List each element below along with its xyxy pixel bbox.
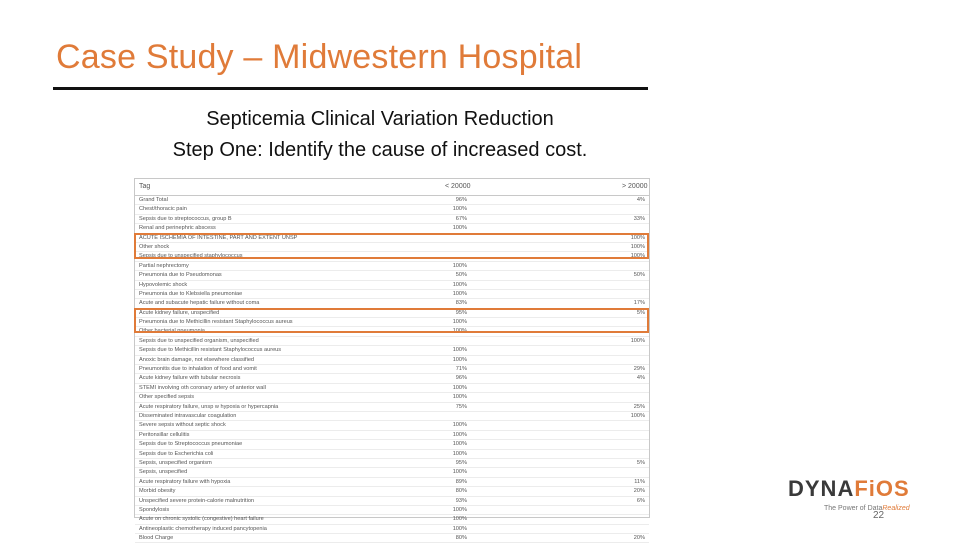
table-cell-b: 50%: [633, 272, 645, 279]
header-col-a: < 20000: [445, 183, 471, 190]
table-cell-tag: Pneumonia due to Methicillin resistant Staphylococcus aureus: [139, 319, 293, 326]
table-row: [135, 384, 649, 393]
table-row: [135, 450, 649, 459]
table-cell-a: 100%: [452, 319, 467, 326]
table-row: [135, 497, 649, 506]
subtitle-line-2: Step One: Identify the cause of increased cost.: [172, 139, 588, 161]
table-cell-tag: Disseminated intravascular coagulation: [139, 412, 237, 419]
table-row: [135, 346, 649, 355]
table-cell-tag: Acute respiratory failure with hypoxia: [139, 478, 231, 485]
table-row: [135, 431, 649, 440]
table-cell-b: 5%: [636, 309, 645, 316]
table-cell-tag: Sepsis, unspecified organism: [139, 459, 212, 466]
table-cell-b: 100%: [630, 243, 645, 250]
table-row: [135, 281, 649, 290]
table-row: [135, 365, 649, 374]
table-cell-a: 100%: [452, 394, 467, 401]
table-cell-a: 100%: [452, 290, 467, 297]
table-row: [135, 525, 649, 534]
table-cell-a: 50%: [455, 272, 467, 279]
table-cell-tag: Pneumonia due to Klebsiella pneumoniae: [139, 290, 243, 297]
table-cell-a: 100%: [452, 450, 467, 457]
table-cell-tag: Pneumonia due to Pseudomonas: [139, 272, 222, 279]
table-cell-b: 100%: [630, 337, 645, 344]
table-cell-a: 100%: [452, 516, 467, 523]
table-cell-tag: Hypovolemic shock: [139, 281, 188, 288]
table-cell-a: 100%: [452, 347, 467, 354]
table-row: [135, 356, 649, 365]
table-cell-b: 20%: [633, 488, 645, 495]
table-row: [135, 271, 649, 280]
table-cell-b: 100%: [630, 412, 645, 419]
table-row: [135, 412, 649, 421]
table-row: [135, 374, 649, 383]
table-cell-a: 100%: [452, 225, 467, 232]
table-cell-tag: Other bacterial pneumonia: [139, 328, 205, 335]
table-cell-b: 5%: [636, 459, 645, 466]
table-cell-tag: Acute kidney failure with tubular necrosis: [139, 375, 241, 382]
logo-tagline: [824, 505, 910, 512]
table-cell-a: 67%: [455, 215, 467, 222]
highlight-box-top: [134, 233, 649, 259]
table-row: [135, 468, 649, 477]
table-cell-b: 100%: [630, 234, 645, 241]
table-cell-a: 95%: [455, 309, 467, 316]
table-cell-a: 93%: [455, 497, 467, 504]
table-cell-a: 83%: [455, 300, 467, 307]
table-cell-tag: Sepsis, unspecified: [139, 469, 188, 476]
table-cell-b: 100%: [630, 253, 645, 260]
table-cell-a: 100%: [452, 441, 467, 448]
table-cell-tag: Other specified sepsis: [139, 394, 195, 401]
table-cell-a: 100%: [452, 384, 467, 391]
table-cell-tag: Chest/thoracic pain: [139, 206, 187, 213]
table-cell-tag: Severe sepsis without septic shock: [139, 422, 226, 429]
table-cell-tag: Sepsis due to Streptococcus pneumoniae: [139, 441, 243, 448]
header-tag: Tag: [139, 183, 151, 190]
slide-title: Case Study – Midwestern Hospital: [56, 38, 583, 76]
table-cell-b: 25%: [633, 403, 645, 410]
table-row: [135, 290, 649, 299]
table-row: [135, 403, 649, 412]
table-row: [135, 196, 649, 205]
table-cell-tag: Partial nephrectomy: [139, 262, 189, 269]
tagline-accent: Realized: [882, 505, 910, 512]
table-cell-a: 100%: [452, 525, 467, 532]
table-row: [135, 393, 649, 402]
table-cell-tag: ACUTE ISCHEMIA OF INTESTINE, PART AND EXTENT UNSP: [139, 234, 298, 241]
page-number: 22: [873, 510, 885, 521]
table-cell-tag: Acute and subacute hepatic failure without coma: [139, 300, 260, 307]
table-cell-b: 6%: [636, 497, 645, 504]
table-cell-tag: Other shock: [139, 243, 170, 250]
table-row: [135, 459, 649, 468]
table-cell-a: 100%: [452, 356, 467, 363]
table-cell-b: 4%: [636, 375, 645, 382]
table-cell-b: 33%: [633, 215, 645, 222]
table-row: [135, 534, 649, 543]
table-cell-tag: Morbid obesity: [139, 488, 176, 495]
subtitle-line-1: Septicemia Clinical Variation Reduction: [206, 108, 554, 130]
table-row: [135, 487, 649, 496]
table-cell-tag: Blood Charge: [139, 535, 174, 542]
table-cell-tag: Pneumonitis due to inhalation of food and vomit: [139, 366, 257, 373]
table-cell-tag: Renal and perinephric abscess: [139, 225, 216, 232]
table-cell-tag: Acute kidney failure, unspecified: [139, 309, 220, 316]
table-row: [135, 478, 649, 487]
table-cell-a: 80%: [455, 488, 467, 495]
table-cell-tag: STEMI involving oth coronary artery of anterior wall: [139, 384, 266, 391]
table-cell-tag: Peritonsillar cellulitis: [139, 431, 190, 438]
data-table-screenshot: [134, 178, 650, 542]
table-cell-a: 100%: [452, 262, 467, 269]
table-cell-a: 89%: [455, 478, 467, 485]
table-cell-a: 100%: [452, 206, 467, 213]
header-col-b: > 20000: [622, 183, 648, 190]
table-header: [135, 179, 649, 196]
table-cell-a: 75%: [455, 403, 467, 410]
table-cell-tag: Spondylosis: [139, 506, 170, 513]
table-row: [135, 440, 649, 449]
table-cell-b: 4%: [636, 197, 645, 203]
title-underline: [53, 87, 648, 90]
table-cell-a: 100%: [452, 506, 467, 513]
table-cell-tag: Acute on chronic systolic (congestive) heart failure: [139, 516, 264, 523]
table-cell-tag: Sepsis due to Escherichia coli: [139, 450, 214, 457]
table-cell-tag: Unspecified severe protein-calorie malnutrition: [139, 497, 255, 504]
table-cell-a: 100%: [452, 431, 467, 438]
table-cell-tag: Acute respiratory failure, unsp w hypoxia or hypercapnia: [139, 403, 279, 410]
table-cell-tag: Sepsis due to Methicillin resistant Staphylococcus aureus: [139, 347, 282, 354]
table-row: [135, 205, 649, 214]
table-cell-b: 11%: [634, 478, 645, 485]
table-cell-a: 100%: [452, 422, 467, 429]
table-cell-b: 20%: [633, 535, 645, 542]
table-row: [135, 337, 649, 346]
highlight-box-bottom: [134, 308, 649, 333]
tagline-prefix: The Power of Data: [824, 505, 883, 512]
table-row: [135, 421, 649, 430]
dynafios-logo: [788, 476, 910, 502]
table-row: [135, 515, 649, 524]
table-cell-a: 100%: [452, 469, 467, 476]
table-cell-a: 100%: [452, 281, 467, 288]
table-cell-tag: Sepsis due to streptococcus, group B: [139, 215, 232, 222]
table-cell-b: 17%: [633, 300, 645, 307]
table-cell-tag: Antineoplastic chemotherapy induced pancytopenia: [139, 525, 267, 532]
table-cell-a: 96%: [455, 375, 467, 382]
table-row: [135, 215, 649, 224]
table-cell-tag: Sepsis due to unspecified organism, unspecified: [139, 337, 259, 344]
table-cell-a: 100%: [452, 328, 467, 335]
table-cell-a: 80%: [455, 535, 467, 542]
table-cell-a: 71%: [455, 366, 467, 373]
table-row: [135, 262, 649, 271]
logo-text: DYNA: [788, 476, 855, 501]
table-cell-a: 96%: [455, 197, 467, 203]
table-row: [135, 506, 649, 515]
table-cell-tag: Grand Total: [139, 197, 168, 203]
logo-text-accent: FiOS: [854, 476, 910, 501]
table-cell-tag: Sepsis due to unspecified staphylococcus: [139, 253, 243, 260]
table-cell-a: 95%: [455, 459, 467, 466]
table-cell-b: 29%: [633, 366, 645, 373]
table-cell-tag: Anoxic brain damage, not elsewhere classified: [139, 356, 255, 363]
